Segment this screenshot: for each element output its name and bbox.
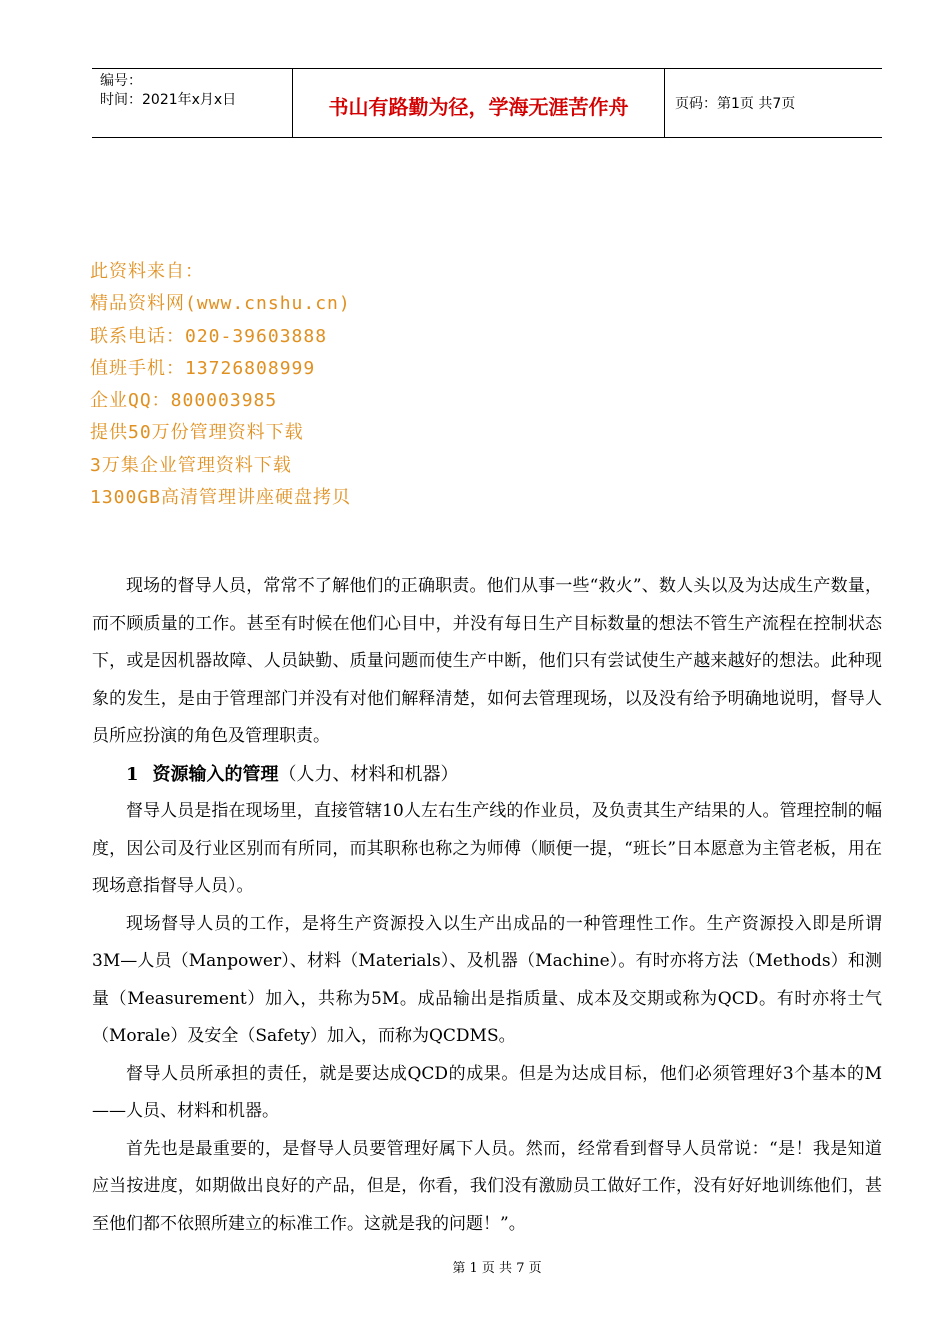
- promo-line: 此资料来自：: [90, 261, 204, 282]
- section-heading: [92, 756, 882, 794]
- paragraph: 督导人员是指在现场里，直接管辖10人左右生产线的作业员，及负责其生产结果的人。管理控制的幅度，因公司及行业区别而有所同，而其职称也称之为师傅（顺便一提，“班长”日本愿意为主管老板，用在现场意指督导人员）。: [92, 801, 882, 896]
- paragraph: 现场的督导人员，常常不了解他们的正确职责。他们从事一些“救火”、数人头以及为达成生产数量，而不顾质量的工作。甚至有时候在他们心目中，并没有每日生产目标数量的想法不管生产流程在控制状态下，或是因机器故障、人员缺勤、质量问题而使生产中断，他们只有尝试使生产越来越好的想法。此种现象的发生，是由于管理部门并没有对他们解释清楚，如何去管理现场，以及没有给予明确地说明，督导人员所应扮演的角色及管理职责。: [92, 576, 882, 746]
- promo-line: 联系电话：020-39603888: [90, 325, 328, 347]
- section-title-bold: 资源输入的管理: [152, 763, 279, 785]
- paragraph: 现场督导人员的工作，是将生产资源投入以生产出成品的一种管理性工作。生产资源投入即是所谓3M—人员（Manpower）、材料（Materials）、及机器（Machine）。有时亦将方法（Methods）和测量（Measurement）加入，共称为5M。成品输出是指质量、成本及交期或称为QCD。有时亦将士气（Morale）及安全（Safety）加入，而称为QCDMS。: [92, 913, 882, 1046]
- header-meta: [92, 69, 292, 137]
- document-number: 编号：: [100, 73, 142, 89]
- header-page-number: 页码：第1页 共7页: [675, 96, 796, 112]
- promo-line: 企业QQ：800003985: [90, 390, 278, 412]
- page-header: [92, 68, 882, 138]
- promo-line: 值班手机：13726808999: [90, 357, 316, 379]
- promo-line: 1300GB高清管理讲座硬盘拷贝: [90, 487, 352, 509]
- section-number: 1: [126, 763, 139, 785]
- section-title-rest: （人力、材料和机器）: [278, 763, 459, 785]
- promo-line: 3万集企业管理资料下载: [90, 454, 292, 476]
- document-time: 时间：2021年x月x日: [100, 92, 237, 108]
- paragraph: 督导人员所承担的责任，就是要达成QCD的成果。但是为达成目标，他们必须管理好3个基本的M——人员、材料和机器。: [92, 1063, 882, 1121]
- header-motto: 书山有路勤为径，学海无涯苦作舟: [292, 69, 665, 137]
- source-promo-block: [90, 256, 351, 514]
- paragraph: 首先也是最重要的，是督导人员要管理好属下人员。然而，经常看到督导人员常说：“是！我是知道应当按进度，如期做出良好的产品，但是，你看，我们没有激励员工做好工作，没有好好地训练他们，甚至他们都不依照所建立的标准工作。这就是我的问题！”。: [92, 1138, 882, 1234]
- promo-line: 精品资料网(www.cnshu.cn): [90, 293, 351, 315]
- document-body: [92, 568, 882, 1243]
- promo-line: 提供50万份管理资料下载: [90, 422, 304, 444]
- page-footer: 第 1 页 共 7 页: [452, 1261, 542, 1276]
